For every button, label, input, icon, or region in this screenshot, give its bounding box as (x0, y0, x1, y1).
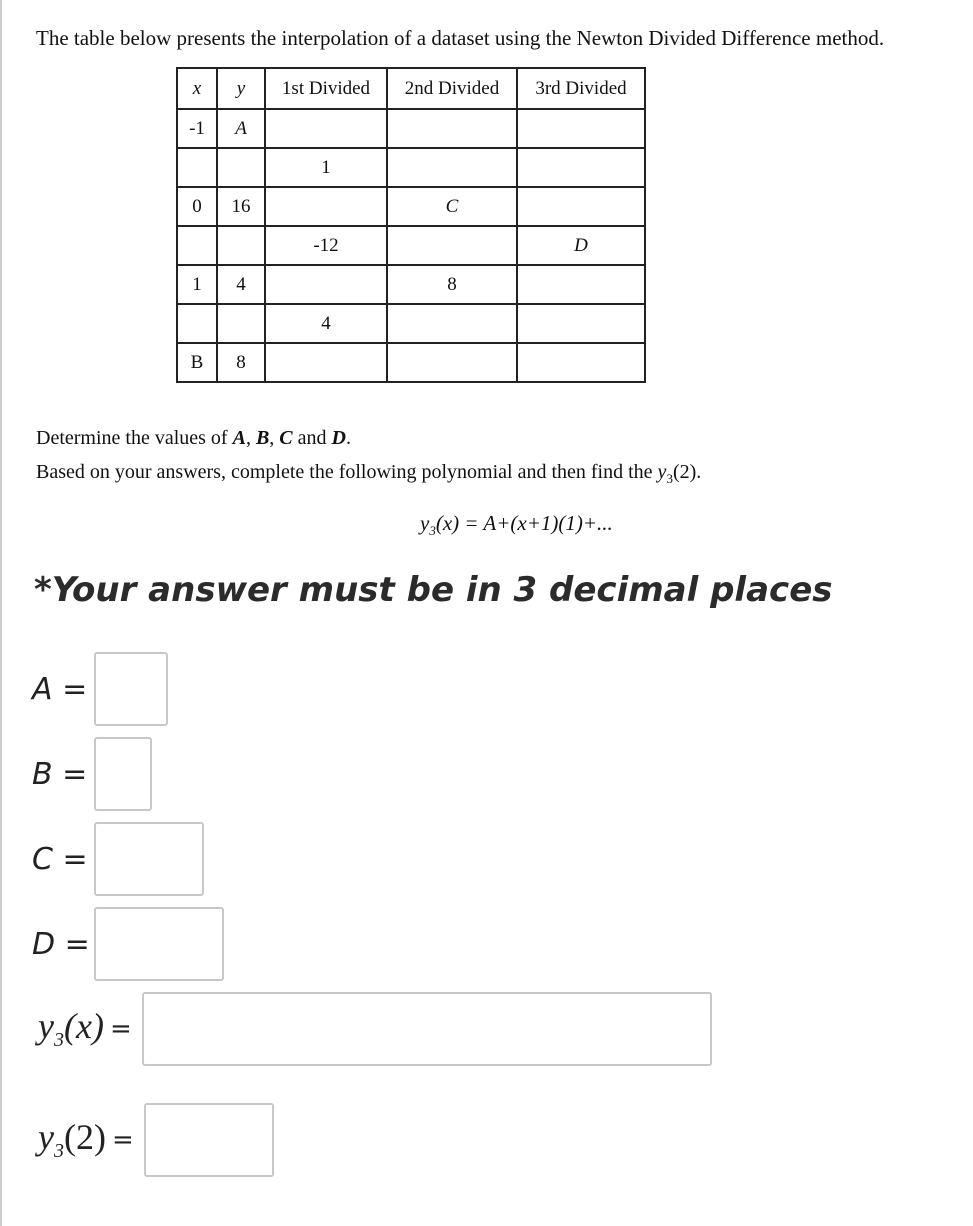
q1-end: . (345, 427, 351, 449)
label-y3-2-sub: 3 (53, 1140, 64, 1163)
cell (177, 226, 217, 265)
cell: 8 (387, 265, 517, 304)
table-row (177, 109, 645, 148)
q2-text: Based on your answers, complete the following polynomial and then find the (36, 461, 658, 483)
q2-sub: 3 (666, 471, 673, 486)
table-row (177, 226, 645, 265)
label-y3x-y: y (38, 1006, 54, 1047)
answer-row-d (32, 907, 224, 981)
label-y3x-arg: (x) (63, 1006, 104, 1047)
label-d-text: D (32, 926, 56, 962)
cell (517, 304, 645, 343)
cell (265, 265, 387, 304)
question-determine-values (36, 424, 351, 452)
header-3rd-divided: 3rd Divided (517, 68, 645, 109)
header-2nd-divided: 2nd Divided (387, 68, 517, 109)
answer-label-b (32, 757, 94, 792)
answer-label-d (32, 927, 94, 962)
cell (387, 343, 517, 382)
left-border (0, 0, 2, 1226)
label-a-text: A (32, 671, 53, 707)
cell (265, 109, 387, 148)
label-y3-2-arg: (2) (63, 1117, 106, 1158)
label-b-text: B (32, 756, 53, 792)
q1-a: A (232, 427, 246, 449)
q1-d: D (331, 427, 346, 449)
cell (517, 109, 645, 148)
cell (517, 343, 645, 382)
cell: C (387, 187, 517, 226)
cell: 4 (265, 304, 387, 343)
q2-y: y (657, 461, 667, 483)
label-a-eq: = (62, 671, 88, 707)
cell (177, 304, 217, 343)
answer-input-b[interactable] (94, 737, 152, 811)
question-polynomial (36, 458, 701, 493)
label-d-eq: = (64, 926, 90, 962)
decimal-places-note: *Your answer must be in 3 decimal places (34, 570, 833, 610)
header-y: y (217, 68, 265, 109)
cell (265, 343, 387, 382)
cell: A (217, 109, 265, 148)
cell (387, 148, 517, 187)
cell: 1 (177, 265, 217, 304)
label-y3-2-eq: = (111, 1125, 134, 1155)
answer-row-c (32, 822, 204, 896)
cell (387, 304, 517, 343)
answer-label-c (32, 842, 94, 877)
table-row (177, 304, 645, 343)
cell: 1 (265, 148, 387, 187)
answer-row-y3x (38, 992, 712, 1066)
q2-arg: (2). (672, 461, 702, 483)
answer-input-d[interactable] (94, 907, 224, 981)
table-row (177, 265, 645, 304)
q1-sep3: and (292, 427, 332, 449)
cell: 16 (217, 187, 265, 226)
label-y3x-sub: 3 (53, 1029, 64, 1052)
q1-sep1: , (245, 427, 256, 449)
divided-difference-table (176, 67, 646, 383)
answer-label-y3-2 (38, 1116, 106, 1163)
answer-row-a (32, 652, 168, 726)
label-c-text: C (32, 841, 53, 877)
header-1st-divided: 1st Divided (265, 68, 387, 109)
cell (217, 304, 265, 343)
cell: D (517, 226, 645, 265)
answer-label-y3x (38, 1005, 104, 1052)
label-b-eq: = (62, 756, 88, 792)
table-header-row (177, 68, 645, 109)
formula-sub: 3 (429, 523, 436, 539)
polynomial-formula (420, 508, 613, 546)
q1-prefix: Determine the values of (36, 427, 233, 449)
cell: 4 (217, 265, 265, 304)
answer-input-a[interactable] (94, 652, 168, 726)
q1-b: B (255, 427, 270, 449)
cell (517, 148, 645, 187)
formula-rest: (x) = A+(x+1)(1)+... (435, 511, 613, 535)
cell: -12 (265, 226, 387, 265)
cell: 8 (217, 343, 265, 382)
cell (517, 187, 645, 226)
header-x: x (177, 68, 217, 109)
intro-text: The table below presents the interpolation of a dataset using the Newton Divided Difference method. (36, 26, 885, 50)
answer-label-a (32, 672, 94, 707)
label-y3-2-y: y (38, 1117, 54, 1158)
label-y3x-eq: = (109, 1014, 132, 1044)
answer-row-b (32, 737, 152, 811)
cell (387, 226, 517, 265)
table-row (177, 187, 645, 226)
cell: B (177, 343, 217, 382)
q1-c: C (279, 427, 293, 449)
answer-row-y3-2 (38, 1103, 274, 1177)
cell (387, 109, 517, 148)
answer-input-y3-2[interactable] (144, 1103, 274, 1177)
cell (217, 148, 265, 187)
cell (217, 226, 265, 265)
table-row (177, 343, 645, 382)
answer-input-y3x[interactable] (142, 992, 712, 1066)
q1-sep2: , (269, 427, 280, 449)
cell (265, 187, 387, 226)
table-row (177, 148, 645, 187)
formula-y: y (420, 511, 430, 535)
cell: 0 (177, 187, 217, 226)
cell (517, 265, 645, 304)
label-c-eq: = (62, 841, 88, 877)
cell: -1 (177, 109, 217, 148)
answer-input-c[interactable] (94, 822, 204, 896)
cell (177, 148, 217, 187)
